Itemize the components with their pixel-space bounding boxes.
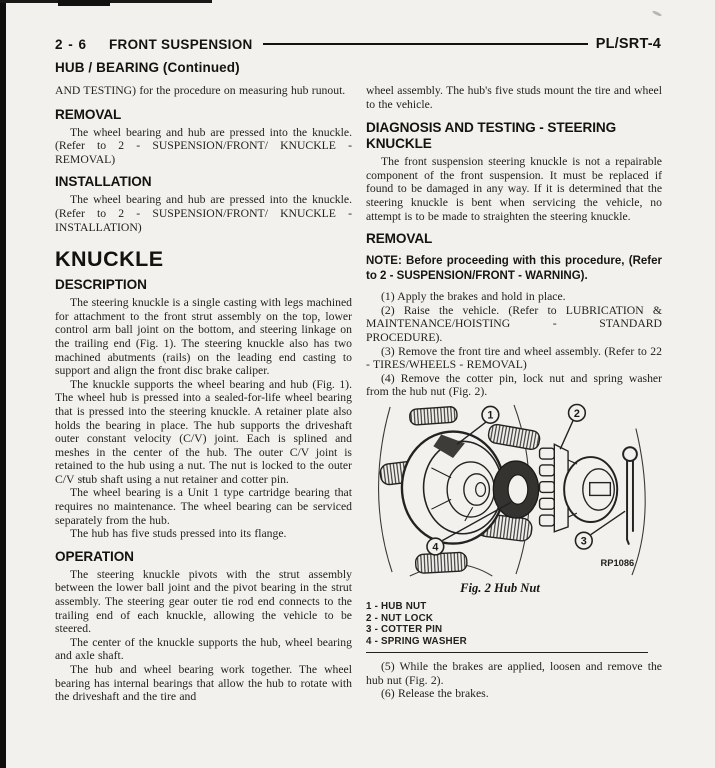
hub-ring [402, 431, 504, 543]
hub-nut-illustration [366, 403, 662, 578]
legend-item: 4 - SPRING WASHER [366, 635, 467, 647]
spring-washer [493, 461, 538, 518]
section-title: FRONT SUSPENSION [109, 36, 253, 52]
heading-knuckle: KNUCKLE [55, 247, 164, 272]
step: (1) Apply the brakes and hold in place. [381, 290, 566, 304]
left-column [55, 84, 352, 704]
figure-ref-code: RP1086 [600, 558, 635, 569]
step: (6) Release the brakes. [381, 687, 489, 701]
heading-diagnosis: DIAGNOSIS AND TESTING - STEERING KNUCKLE [366, 120, 617, 152]
right-column [366, 84, 662, 701]
paragraph: The hub and wheel bearing work together. The wheel bearing has internal bearings that allow the hub to rotate with the driveshaft and the tire and [55, 663, 352, 704]
paragraph: The knuckle supports the wheel bearing and hub (Fig. 1). The wheel hub is pressed into a sealed-for-life wheel bearing that is pressed into the steering knuckle. A retainer plate also holds the bearing in place. The hub supports the driveshaft outer constant velocity (C/V) joint. Each is splined and meshes in the center of the hub. The outer C/V joint is retained to the hub using a nut. The nut is locked to the outer C/V stub shaft using a nut retainer and cotter pin. [55, 377, 352, 486]
heading-operation: OPERATION [55, 548, 134, 564]
callout-2 [560, 404, 585, 449]
legend-item: 1 - HUB NUT [366, 600, 427, 612]
step: (4) Remove the cotter pin, lock nut and spring washer from the hub nut (Fig. 2). [366, 371, 662, 399]
figure-legend [366, 601, 662, 647]
procedure-steps-continued [366, 660, 662, 701]
svg-text:4: 4 [432, 541, 439, 554]
note-warning: NOTE: Before proceeding with this procedure, (Refer to 2 - SUSPENSION/FRONT - WARNING). [366, 255, 662, 283]
figure-hub-nut [366, 403, 662, 653]
scan-edge-left [0, 0, 6, 768]
scan-edge-top-mark [58, 0, 110, 6]
heading-description: DESCRIPTION [55, 277, 147, 293]
paragraph: The steering knuckle pivots with the strut assembly between the lower ball joint and the pivot bearing in the strut assembly. The steering gear outer tie rod end connects to the trailing end of each knuckle, allowing the vehicle to be steered. [55, 567, 352, 636]
model-code: PL/SRT-4 [595, 36, 661, 52]
legend-item: 2 - NUT LOCK [366, 612, 434, 624]
svg-text:2: 2 [573, 407, 580, 420]
step: (5) While the brakes are applied, loosen and remove the hub nut (Fig. 2). [366, 660, 662, 687]
group-heading: HUB / BEARING (Continued) [55, 60, 240, 75]
paragraph: The wheel bearing is a Unit 1 type cartridge bearing that requires no maintenance. The wheel bearing can be serviced separately from the hub. [55, 486, 352, 527]
svg-text:3: 3 [580, 535, 587, 548]
header-rule [263, 43, 588, 45]
paragraph: The wheel bearing and hub are pressed into the knuckle. (Refer to 2 - SUSPENSION/FRONT/ KNUCKLE - INSTALLATION) [55, 193, 352, 234]
paragraph-continuation: AND TESTING) for the procedure on measuring hub runout. [55, 84, 346, 97]
heading-removal-right: REMOVAL [366, 231, 433, 247]
procedure-steps [366, 290, 662, 399]
paragraph: The steering knuckle is a single casting with legs machined for attachment to the front strut assembly on the top, lower control arm ball joint on the bottom, and steering linkage on the trailing end (Fig. 1). The steering knuckle also has two machined abutments (rails) on the leading end casting to support and align the front disc brake caliper. [55, 296, 352, 378]
figure-caption: Fig. 2 Hub Nut [460, 580, 540, 595]
heading-installation: INSTALLATION [55, 174, 152, 190]
cotter-pin [623, 447, 637, 544]
figure-divider [366, 652, 648, 653]
hub-nut [564, 457, 617, 522]
step: (2) Raise the vehicle. (Refer to LUBRICATION & MAINTENANCE/HOISTING - STANDARD PROCEDURE). [366, 303, 662, 344]
paragraph: The front suspension steering knuckle is not a repairable component of the front suspension. It must be replaced if found to be damaged in any way. If it is determined that the steering knuckle is bent when servicing the vehicle, no attempt is to be made to straighten the steering knuckle. [366, 155, 662, 223]
running-header [55, 36, 661, 52]
legend-item: 3 - COTTER PIN [366, 624, 443, 636]
page-number: 2 - 6 [55, 36, 88, 52]
heading-removal-left: REMOVAL [55, 106, 122, 122]
paragraph-continuation: wheel assembly. The hub's five studs mount the tire and wheel to the vehicle. [366, 84, 662, 111]
scan-speck [652, 10, 662, 17]
svg-text:1: 1 [487, 409, 494, 422]
paragraph: The wheel bearing and hub are pressed into the knuckle. (Refer to 2 - SUSPENSION/FRONT/ KNUCKLE - REMOVAL) [55, 125, 352, 166]
paragraph: The center of the knuckle supports the hub, wheel bearing and axle shaft. [55, 635, 352, 663]
paragraph: The hub has five studs pressed into its flange. [70, 527, 287, 541]
step: (3) Remove the front tire and wheel assembly. (Refer to 22 - TIRES/WHEELS - REMOVAL) [366, 344, 662, 372]
